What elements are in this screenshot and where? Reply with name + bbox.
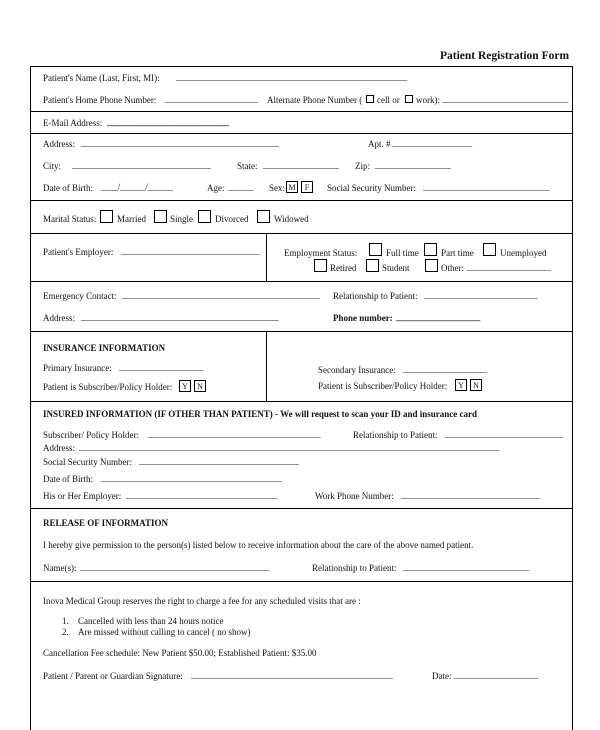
address-label: Address: [43, 139, 75, 149]
emergency-address-label: Address: [43, 313, 75, 323]
employer-field[interactable]: _________________________________ [121, 246, 260, 256]
insured-address-label: Address: [43, 443, 75, 453]
home-phone-field[interactable]: ______________________ [165, 94, 258, 104]
emergency-contact-label: Emergency Contact: [43, 291, 117, 301]
emergency-phone-label: Phone number: [333, 313, 393, 323]
fee-item-1: Cancelled with less than 24 hours notice [78, 616, 224, 626]
cell-label: cell or [377, 95, 400, 105]
alt-phone-field[interactable]: ______________________________ [442, 94, 569, 104]
insured-employer-label: His or Her Employer: [43, 491, 122, 501]
release-text: I hereby give permission to the person(s) listed below to receive information about the care of the above named patient. [43, 540, 474, 550]
secondary-subscriber-no[interactable]: N [470, 379, 482, 391]
divider [30, 281, 573, 282]
apt-field[interactable]: ___________________ [392, 138, 472, 148]
release-heading: RELEASE OF INFORMATION [43, 518, 169, 528]
age-label: Age: [207, 183, 225, 193]
divider [30, 401, 573, 402]
insured-address-field[interactable]: ____________________________________________________________________________________________________ [79, 442, 500, 452]
sex-label: Sex: [269, 183, 286, 193]
email-field[interactable]: _____________________________ [107, 117, 229, 127]
secondary-insurance-label: Secondary Insurance: [318, 365, 396, 375]
release-relationship-label: Relationship to Patient: [312, 563, 397, 573]
apt-label: Apt. # [368, 139, 391, 149]
divider [30, 233, 573, 234]
insured-dob-label: Date of Birth: [43, 474, 93, 484]
widowed-checkbox[interactable] [257, 210, 270, 223]
signature-date-field[interactable]: ____________________ [454, 670, 539, 680]
other-checkbox[interactable] [425, 259, 438, 272]
name-field[interactable]: _______________________________________________________ [176, 72, 408, 82]
student-label: Student [382, 263, 410, 273]
divider [266, 331, 267, 401]
email-label: E-Mail Address: [43, 118, 103, 128]
secondary-insurance-field[interactable]: ____________________ [403, 364, 488, 374]
fees-intro: Inova Medical Group reserves the right to charge a fee for any scheduled visits that are : [43, 596, 361, 606]
single-label: Single [170, 214, 194, 224]
student-checkbox[interactable] [366, 259, 379, 272]
sex-f-option[interactable]: F [301, 181, 313, 193]
ssn-label: Social Security Number: [327, 183, 416, 193]
unemployed-label: Unemployed [500, 248, 547, 258]
emergency-contact-field[interactable]: _______________________________________________ [122, 290, 320, 300]
insured-ssn-field[interactable]: ______________________________________ [139, 456, 299, 466]
emergency-relationship-field[interactable]: ___________________________ [424, 290, 538, 300]
primary-subscriber-yes[interactable]: Y [179, 380, 191, 392]
insured-relationship-field[interactable]: ____________________________ [445, 429, 563, 439]
work-phone-label: Work Phone Number: [315, 491, 394, 501]
name-label: Patient's Name (Last, First, MI): [43, 73, 160, 83]
divorced-label: Divorced [215, 214, 249, 224]
work-label: work): [416, 95, 440, 105]
emergency-phone-field[interactable]: ____________________ [396, 312, 481, 322]
primary-insurance-label: Primary Insurance: [43, 363, 112, 373]
emergency-relationship-label: Relationship to Patient: [333, 291, 418, 301]
work-phone-field[interactable]: _________________________________ [401, 490, 540, 500]
retired-label: Retired [330, 263, 357, 273]
divider [30, 581, 573, 582]
divider [266, 233, 267, 281]
secondary-subscriber-label: Patient is Subscriber/Policy Holder: [318, 381, 448, 391]
cell-checkbox[interactable] [366, 95, 374, 103]
emergency-address-field[interactable]: _______________________________________________ [81, 312, 279, 322]
insured-heading: INSURED INFORMATION (IF OTHER THAN PATIENT) - We will request to scan your ID and insurance card [43, 409, 478, 419]
alt-phone-label: Alternate Phone Number ( [267, 95, 363, 105]
employer-label: Patient's Employer: [43, 247, 114, 257]
zip-field[interactable]: __________________ [375, 160, 451, 170]
home-phone-label: Patient's Home Phone Number: [43, 95, 157, 105]
signature-field[interactable]: ________________________________________________ [191, 670, 393, 680]
part-time-label: Part time [441, 248, 474, 258]
address-field[interactable]: _______________________________________________ [81, 138, 279, 148]
sex-m-option[interactable]: M [286, 181, 298, 193]
widowed-label: Widowed [274, 214, 309, 224]
retired-checkbox[interactable] [314, 259, 327, 272]
city-field[interactable]: _________________________________ [72, 160, 211, 170]
full-time-label: Full time [386, 248, 419, 258]
signature-label: Patient / Parent or Guardian Signature: [43, 671, 183, 681]
dob-label: Date of Birth: [43, 183, 93, 193]
insured-dob-field[interactable]: ___________________________________________ [101, 473, 282, 483]
insured-employer-field[interactable]: ____________________________________ [126, 490, 278, 500]
married-checkbox[interactable] [100, 210, 113, 223]
age-field[interactable]: ______ [228, 182, 254, 192]
release-names-label: Name(s): [43, 563, 77, 573]
dob-field[interactable]: ____/______/______ [101, 182, 173, 192]
divider [30, 331, 573, 332]
fee-item-2-number: 2. [62, 627, 69, 637]
full-time-checkbox[interactable] [369, 243, 382, 256]
signature-date-label: Date: [432, 671, 452, 681]
insured-ssn-label: Social Security Number: [43, 457, 132, 467]
work-checkbox[interactable] [405, 95, 413, 103]
married-label: Married [117, 214, 146, 224]
divorced-checkbox[interactable] [198, 210, 211, 223]
state-label: State: [237, 161, 258, 171]
unemployed-checkbox[interactable] [483, 243, 496, 256]
primary-insurance-field[interactable]: ____________________ [119, 362, 204, 372]
fee-schedule: Cancellation Fee schedule: New Patient $50.00; Established Patient: $35.00 [43, 648, 317, 658]
part-time-checkbox[interactable] [424, 243, 437, 256]
other-field[interactable]: ____________________ [467, 262, 552, 272]
divider [30, 133, 573, 134]
zip-label: Zip: [355, 161, 370, 171]
single-checkbox[interactable] [154, 210, 167, 223]
release-relationship-field[interactable]: ______________________________ [403, 562, 530, 572]
city-label: City: [43, 161, 62, 171]
ssn-field[interactable]: ______________________________ [423, 182, 550, 192]
fee-item-2: Are missed without calling to cancel ( no show) [78, 627, 251, 637]
fee-item-1-number: 1. [62, 616, 69, 626]
primary-subscriber-label: Patient is Subscriber/Policy Holder: [43, 382, 173, 392]
form-title: Patient Registration Form [440, 50, 570, 62]
divider [30, 508, 573, 509]
employment-status-label: Employment Status: [284, 248, 358, 258]
policy-holder-field[interactable]: _________________________________________ [148, 429, 321, 439]
release-names-field[interactable]: _____________________________________________ [80, 562, 270, 572]
primary-subscriber-no[interactable]: N [194, 380, 206, 392]
insured-relationship-label: Relationship to Patient: [353, 430, 438, 440]
state-field[interactable]: __________________ [263, 160, 339, 170]
divider [30, 111, 573, 112]
other-label: Other: [441, 263, 464, 273]
insurance-heading: INSURANCE INFORMATION [43, 343, 166, 353]
secondary-subscriber-yes[interactable]: Y [455, 379, 467, 391]
marital-label: Marital Status: [43, 214, 97, 224]
divider [30, 200, 573, 201]
policy-holder-label: Subscriber/ Policy Holder: [43, 430, 139, 440]
